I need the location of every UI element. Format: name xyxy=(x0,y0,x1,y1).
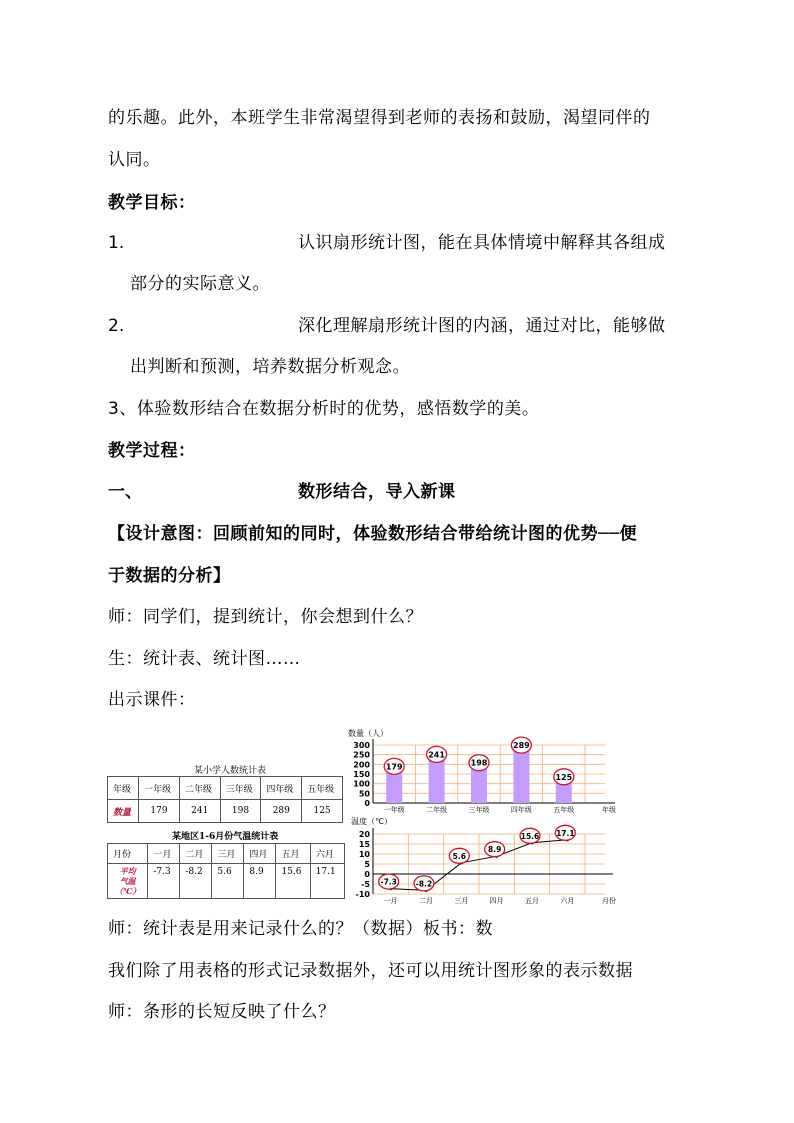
table-cell: 17.1 xyxy=(310,864,344,899)
table-cell: 一年级 xyxy=(139,777,180,800)
x-tick-label: 六月 xyxy=(560,897,575,904)
y-tick-label: 15 xyxy=(358,840,370,849)
x-tick-label: 一月 xyxy=(383,897,398,904)
data-label: 17.1 xyxy=(556,828,575,838)
y-tick-label: -10 xyxy=(355,890,370,899)
data-label: 198 xyxy=(470,758,488,768)
student-count-bar-chart xyxy=(343,727,625,813)
table-cell: 8.9 xyxy=(244,864,276,899)
table-cell: 一月 xyxy=(148,844,180,864)
y-tick-label: 150 xyxy=(353,770,370,779)
x-tick-label: 四年级 xyxy=(510,806,532,813)
x-tick-label: 二年级 xyxy=(426,806,448,813)
table-cell: 289 xyxy=(261,800,302,823)
y-tick-label: 10 xyxy=(358,850,370,859)
y-tick-label: 0 xyxy=(364,799,370,808)
heading-teaching-goals: 教学目标： xyxy=(108,193,196,213)
table-cell: 125 xyxy=(302,800,343,823)
table-cell: 六月 xyxy=(310,844,344,864)
table-cell: 二年级 xyxy=(179,777,220,800)
row-label-line: 平均 xyxy=(119,866,136,876)
paragraph-continuation: 的乐趣。此外，本班学生非常渴望得到老师的表扬和鼓励，渴望同伴的 xyxy=(108,108,651,128)
table-cell: 年级 xyxy=(108,777,139,800)
student-answer: 生：统计表、统计图…… xyxy=(108,649,301,669)
table-1-title: 某小学人数统计表 xyxy=(194,766,267,776)
table-cell: 179 xyxy=(139,800,180,823)
x-tick-label: 三年级 xyxy=(468,806,490,813)
table-cell: -8.2 xyxy=(180,864,212,899)
y-axis-label: 数量（人） xyxy=(348,729,388,738)
table-cell: 五年级 xyxy=(302,777,343,800)
goal-3: 3、体验数形结合在数据分析时的优势，感悟数学的美。 xyxy=(108,399,540,419)
table-cell xyxy=(108,864,148,899)
table-cell: 15.6 xyxy=(276,864,310,899)
row-label-line: （℃） xyxy=(114,886,141,896)
section-1-title: 数形结合，导入新课 xyxy=(298,482,456,502)
goal-2-text: 深化理解扇形统计图的内涵，通过对比，能够做 xyxy=(298,316,666,336)
bar xyxy=(513,747,529,803)
y-tick-label: -5 xyxy=(361,880,370,889)
table-cell: 5.6 xyxy=(212,864,244,899)
table-1-data-row xyxy=(108,800,343,823)
student-count-table xyxy=(107,776,343,823)
x-axis-label: 月份 xyxy=(602,897,616,904)
paragraph-end: 认同。 xyxy=(108,150,161,170)
table-1-header-row xyxy=(108,777,343,800)
table-cell: 数量 xyxy=(108,800,139,823)
data-label: -8.2 xyxy=(415,879,433,889)
table-2-data-row xyxy=(108,864,345,899)
goal-1-text: 认识扇形统计图，能在具体情境中解释其各组成 xyxy=(298,233,666,253)
y-tick-label: 200 xyxy=(353,760,370,770)
table-cell: 三月 xyxy=(212,844,244,864)
temperature-line-chart xyxy=(343,812,625,904)
y-tick-label: 300 xyxy=(353,741,370,750)
y-tick-label: 250 xyxy=(353,750,370,760)
row-label-line: 气温 xyxy=(119,876,136,886)
y-tick-label: 0 xyxy=(364,870,370,879)
teacher-line-1: 师：同学们，提到统计，你会想到什么？ xyxy=(108,607,423,627)
y-tick-label: 50 xyxy=(358,789,370,799)
data-label: 125 xyxy=(555,772,573,782)
data-label: 8.9 xyxy=(488,845,502,855)
x-tick-label: 一年级 xyxy=(383,806,405,813)
table-2-title: 某地区1-6月份气温统计表 xyxy=(172,832,279,842)
y-tick-label: 100 xyxy=(353,779,370,789)
heading-teaching-process: 教学过程： xyxy=(108,441,196,461)
table-cell: 五月 xyxy=(276,844,310,864)
x-tick-label: 四月 xyxy=(489,897,504,904)
table-cell: 四月 xyxy=(244,844,276,864)
table-cell: -7.3 xyxy=(148,864,180,899)
goal-1-text-cont: 部分的实际意义。 xyxy=(130,274,270,294)
teacher-line-4: 师：条形的长短反映了什么？ xyxy=(108,1002,336,1022)
design-intent: 【设计意图：回顾前知的同时，体验数形结合带给统计图的优势──便 xyxy=(108,524,637,544)
show-courseware: 出示课件： xyxy=(108,690,196,710)
section-1-number: 一、 xyxy=(108,482,142,502)
y-axis-label: 温度（℃） xyxy=(351,817,392,826)
x-tick-label: 五年级 xyxy=(553,806,575,813)
y-tick-label: 5 xyxy=(364,860,370,869)
bar xyxy=(429,756,445,803)
table-cell: 241 xyxy=(179,800,220,823)
teacher-line-3: 我们除了用表格的形式记录数据外，还可以用统计图形象的表示数据 xyxy=(108,961,633,981)
data-label: 179 xyxy=(385,762,403,772)
goal-2-number: 2. xyxy=(108,316,125,336)
table-cell: 二月 xyxy=(180,844,212,864)
data-label: 5.6 xyxy=(452,851,466,861)
x-tick-label: 三月 xyxy=(454,897,469,904)
x-tick-label: 五月 xyxy=(525,897,539,904)
table-2-header-row xyxy=(108,844,345,864)
temperature-table xyxy=(107,843,345,899)
goal-1-number: 1. xyxy=(108,233,125,253)
data-label: -7.3 xyxy=(380,877,397,887)
x-axis-label: 年级 xyxy=(602,806,616,813)
goal-2-text-cont: 出判断和预测，培养数据分析观念。 xyxy=(130,357,410,377)
x-tick-label: 二月 xyxy=(419,897,433,904)
data-label: 241 xyxy=(428,750,445,760)
table-cell: 198 xyxy=(220,800,261,823)
table-cell: 月份 xyxy=(108,844,148,864)
design-intent-cont: 于数据的分析】 xyxy=(108,566,231,586)
table-cell: 四年级 xyxy=(261,777,302,800)
data-label: 289 xyxy=(513,741,530,751)
teacher-line-2: 师：统计表是用来记录什么的？（数据）板书：数 xyxy=(108,919,493,939)
data-label: 15.6 xyxy=(520,831,540,841)
table-cell: 三年级 xyxy=(220,777,261,800)
y-tick-label: 20 xyxy=(358,830,370,839)
